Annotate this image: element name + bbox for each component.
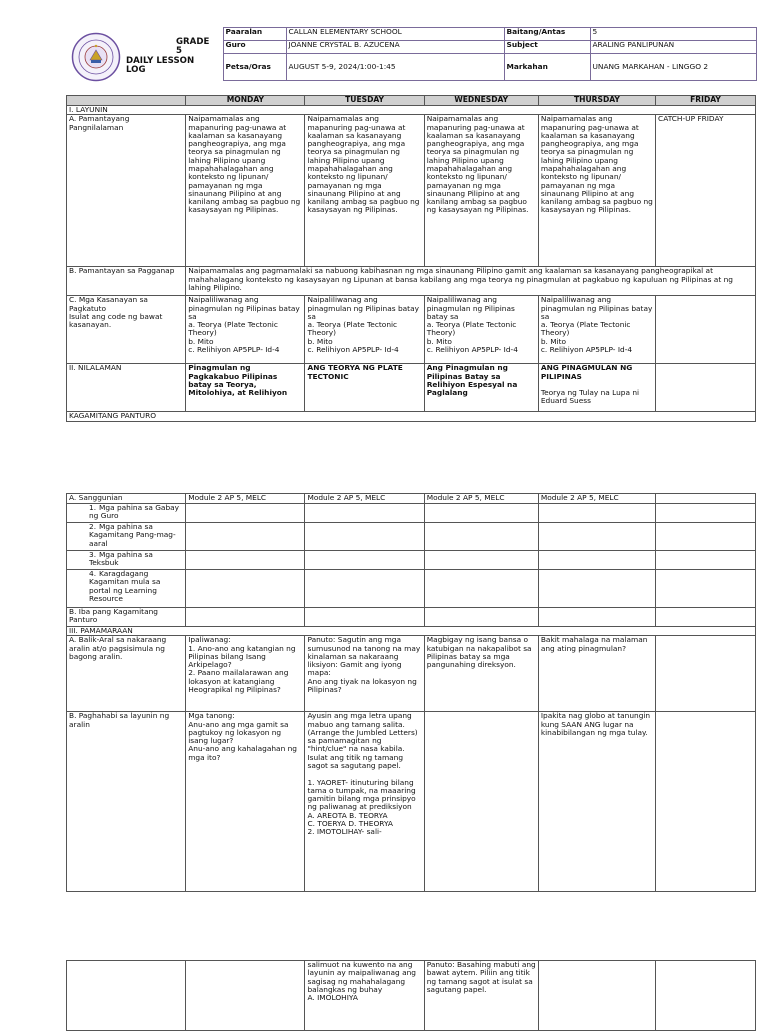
petsa-value: AUGUST 5-9, 2024/1:00-1:45 [286, 54, 504, 81]
grade-label: GRADE 5 [176, 37, 210, 57]
kasanayan-wednesday: Naipaliliwanag ang pinagmulan ng Pilipinas batay sa a. Teorya (Plate Tectonic Theory) b. Mito c. Relihiyon AP5PLP- Id-4 [424, 296, 538, 364]
day-header-friday: FRIDAY [656, 96, 756, 106]
petsa-label: Petsa/Oras [223, 54, 286, 81]
day-header-thursday: THURSDAY [538, 96, 655, 106]
kasanayan-tuesday: Naipaliliwanag ang pinagmulan ng Pilipinas batay sa a. Teorya (Plate Tectonic Theory) b. Mito c. Relihiyon AP5PLP- Id-4 [305, 296, 424, 364]
baitang-value: 5 [590, 28, 756, 41]
nilalaman-label: II. NILALAMAN [67, 364, 186, 412]
paghahabi-label: B. Paghahabi sa layunin ng aralin [67, 712, 186, 892]
dll-line2: LOG [126, 65, 146, 76]
paghahabi-thursday: Ipakita nag globo at tanungin kung SAAN ANG lugar na kinabibilangan ng mga tulay. [538, 712, 655, 892]
pamantayang-thursday: Naipamamalas ang mapanuring pag-unawa at kaalaman sa kasanayang pangheograpiya, ang mga teorya sa pinagmulan ng lahing Pilipino upang mapahahalagahan ang konteksto ng lipunan/ pamayanan ng mga sinaunang Pilipino at ang kanilang ambag sa pagbuo ng kasaysayan ng Pilipinas. [538, 115, 655, 267]
kasanayan-monday: Naipaliliwanag ang pinagmulan ng Pilipinas batay sa a. Teorya (Plate Tectonic Theory) b. Mito c. Relihiyon AP5PLP- Id-4 [186, 296, 305, 364]
paaralan-label: Paaralan [223, 28, 286, 41]
nilalaman-friday [656, 364, 756, 412]
teksbuk-item: 3. Mga pahina sa Teksbuk [67, 551, 186, 570]
nilalaman-wednesday: Ang Pinagmulan ng Pilipinas Batay sa Relihiyon Espesyal na Paglalang [424, 364, 538, 412]
day-header-monday: MONDAY [186, 96, 305, 106]
nilalaman-thursday-sub: Teorya ng Tulay na Lupa ni Eduard Suess [540, 387, 640, 406]
logo-cell [66, 28, 223, 81]
nilalaman-thursday [538, 364, 655, 412]
balik-aral-tuesday: Panuto: Sagutin ang mga sumusunod na tanong na may kinalaman sa nakaraang liksiyon: Gamit ang iyong mapa: Ano ang tiyak na lokasyon ng Pilipinas? [305, 636, 424, 712]
nilalaman-monday: Pinagmulan ng Pagkakabuo Pilipinas batay sa Teorya, Mitolohiya, at Relihiyon [186, 364, 305, 412]
gabay-guro-item: 1. Mga pahina sa Gabay ng Guro [67, 504, 186, 523]
guro-label: Guro [223, 41, 286, 54]
nilalaman-thursday-title: ANG PINAGMULAN NG PILIPINAS [540, 363, 633, 381]
sanggunian-friday [656, 494, 756, 504]
sanggunian-monday: Module 2 AP 5, MELC [186, 494, 305, 504]
header-table [66, 27, 757, 81]
paghahabi-tuesday: Ayusin ang mga letra upang mabuo ang tamang salita. (Arrange the Jumbled Letters) sa pamamagitan ng "hint/clue" na nasa kabila. Isulat ang titik ng tamang sagot sa sagutang papel. 1. YAORET- itinuturing bilang tama o tumpak, na maaaring gamitin bilang mga prinsipyo ng paliwanag at prediksiyon A. AREOTA B. TEORYA C. TOERYA D. THEORYA 2. IMOTOLIHAY- sali- [305, 712, 424, 892]
dll-line1: DAILY LESSON [126, 55, 195, 66]
sanggunian-thursday: Module 2 AP 5, MELC [538, 494, 655, 504]
lesson-table-page1 [66, 95, 756, 422]
baitang-label: Baitang/Antas [504, 28, 590, 41]
pamantayang-wednesday: Naipamamalas ang mapanuring pag-unawa at kaalaman sa kasanayang pangheograpiya, ang mga teorya sa pinagmulan ng lahing Pilipino upang mapahahalagahan ang konteksto ng lipunan/ pamayanan ng mga sinaunang Pilipino at ang kanilang ambag sa pagbuo ng kasaysayan ng Pilipinas. [424, 115, 538, 267]
kasanayan-thursday: Naipaliliwanag ang pinagmulan ng Pilipinas batay sa a. Teorya (Plate Tectonic Theory) b. Mito c. Relihiyon AP5PLP- Id-4 [538, 296, 655, 364]
sanggunian-tuesday: Module 2 AP 5, MELC [305, 494, 424, 504]
subject-label: Subject [504, 41, 590, 54]
iba-pang-kagamitan: B. Iba pang Kagamitang Panturo [67, 608, 186, 627]
karagdagang-kagamitan-item: 4. Karagdagang Kagamitan mula sa portal ng Learning Resource [67, 570, 186, 608]
subject-value: ARALING PANLIPUNAN [590, 41, 756, 54]
catch-up-friday: CATCH-UP FRIDAY [656, 115, 756, 267]
kagamitang-panturo: KAGAMITANG PANTURO [67, 412, 756, 421]
lesson-table-page3 [66, 960, 756, 1031]
lesson-table-page2 [66, 493, 756, 892]
paghahabi-monday: Mga tanong: Anu-ano ang mga gamit sa pagtukoy ng lokasyon ng isang lugar? Anu-ano ang kahalagahan ng mga ito? [186, 712, 305, 892]
nilalaman-tuesday: ANG TEORYA NG PLATE TECTONIC [305, 364, 424, 412]
pamantayang-label: A. Pamantayang Pangnilalaman [67, 115, 186, 267]
section-layunin: I. LAYUNIN [67, 106, 756, 115]
continuation-wednesday: Panuto: Basahing mabuti ang bawat aytem. Piliin ang titik ng tamang sagot at isulat sa sagutang papel. [424, 961, 538, 1031]
markahan-value: UNANG MARKAHAN - LINGGO 2 [590, 54, 756, 81]
pagganap-text: Naipamamalas ang pagmamalaki sa nabuong kabihasnan ng mga sinaunang Pilipino gamit ang kaalaman sa kasanayang pangheograpikal at mahahalagang konteksto ng kasaysayan ng Lipunan at bansa kabilang ang mga teorya ng pinagmulan at pagkabuo ng kapuluan ng Pilipinas at ng lahing Pilipino. [186, 267, 756, 296]
day-header-wednesday: WEDNESDAY [424, 96, 538, 106]
kasanayan-label: C. Mga Kasanayan sa Pagkatuto Isulat ang code ng bawat kasanayan. [67, 296, 186, 364]
kasanayan-friday [656, 296, 756, 364]
balik-aral-thursday: Bakit mahalaga na malaman ang ating pinagmulan? [538, 636, 655, 712]
sanggunian-label: A. Sanggunian [67, 494, 186, 504]
markahan-label: Markahan [504, 54, 590, 81]
balik-aral-wednesday: Magbigay ng isang bansa o katubigan na nakapalibot sa Pilipinas batay sa mga pangunahing direksyon. [424, 636, 538, 712]
balik-aral-label: A. Balik-Aral sa nakaraang aralin at/o pagsisimula ng bagong aralin. [67, 636, 186, 712]
pamantayang-tuesday: Naipamamalas ang mapanuring pag-unawa at kaalaman sa kasanayang pangheograpiya, ang mga teorya sa pinagmulan ng lahing Pilipino upang mapahahalagahan ang konteksto ng lipunan/ pamayanan ng mga sinaunang Pilipino at ang kanilang ambag sa pagbuo ng kasaysayan ng Pilipinas. [305, 115, 424, 267]
continuation-tuesday: salimuot na kuwento na ang layunin ay maipaliwanag ang sagisag ng mahahalagang balangkas ng buhay A. IMOLOHIYA [305, 961, 424, 1031]
pagganap-label: B. Pamantayan sa Pagganap [67, 267, 186, 296]
day-header-blank [67, 96, 186, 106]
sanggunian-wednesday: Module 2 AP 5, MELC [424, 494, 538, 504]
balik-aral-monday: Ipaliwanag: 1. Ano-ano ang katangian ng Pilipinas bilang Isang Arkipelago? 2. Paano mailalarawan ang lokasyon at katangiang Heograpikal ng Pilipinas? [186, 636, 305, 712]
guro-value: JOANNE CRYSTAL B. AZUCENA [286, 41, 504, 54]
kagamitang-pang-mag-aaral-item: 2. Mga pahina sa Kagamitang Pang-mag-aaral [67, 523, 186, 551]
pamantayang-monday: Naipamamalas ang mapanuring pag-unawa at kaalaman sa kasanayang pangheograpiya, ang mga teorya sa pinagmulan ng lahing Pilipino upang mapahahalagahan ang konteksto ng lipunan/ pamayanan ng mga sinaunang Pilipino at ang kanilang ambag sa pagbuo ng kasaysayan ng Pilipinas. [186, 115, 305, 267]
paaralan-value: CALLAN ELEMENTARY SCHOOL [286, 28, 504, 41]
section-pamamaraan: III. PAMAMARAAN [67, 627, 756, 636]
day-header-tuesday: TUESDAY [305, 96, 424, 106]
